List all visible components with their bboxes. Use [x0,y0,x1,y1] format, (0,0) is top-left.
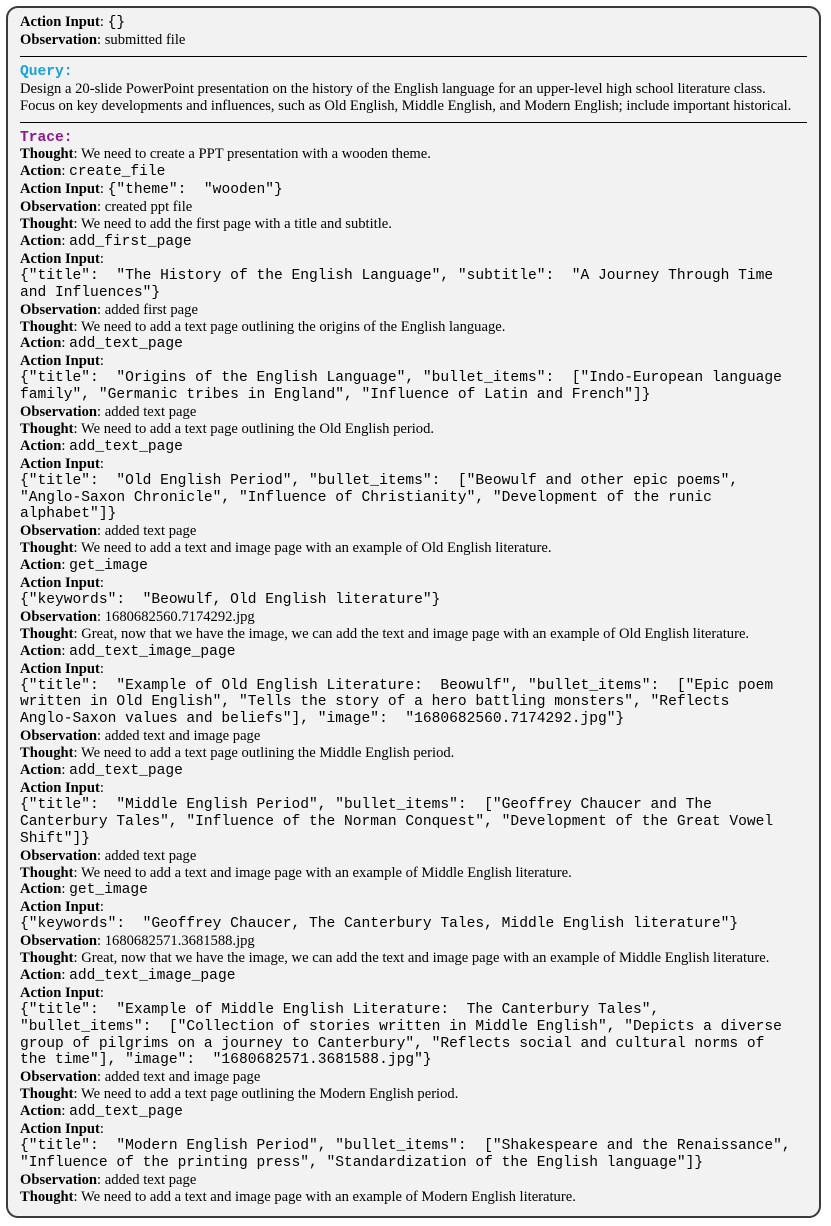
colon: : [97,404,105,421]
action-input-code-line: {"keywords": "Beowulf, Old English literature"} [20,592,441,608]
label-thought: Thought [20,216,74,233]
label-observation: Observation [20,199,98,216]
colon: : [61,335,70,352]
action-line [20,163,807,181]
action-input-code-line: {"title": "Origins of the English Language", "bullet_items": ["Indo-European language [20,370,782,387]
label-action: Action [20,232,62,249]
thought-value: We need to add the first page with a title and subtitle. [81,216,392,233]
label-action: Action [20,642,62,659]
observation-value: added text page [104,523,197,540]
label-action-input: Action Input [20,1121,100,1138]
action-input-label-line [20,353,807,370]
top-action-input-line [20,14,807,32]
colon: : [99,353,104,370]
action-input-code-line: group of pilgrims on a journey to Canterbury", "Reflects social and cultural norms of [20,1035,765,1052]
action-value: add_text_page [69,1104,183,1121]
observation-line [20,404,807,421]
label-action-input: Action Input [20,660,100,677]
label-action: Action [20,1103,62,1120]
colon: : [99,455,104,472]
thought-value: We need to add a text and image page with an example of Old English literature. [81,540,552,557]
action-input-label-line [20,899,807,916]
thought-line [20,865,807,882]
action-input-code-line: {"keywords": "Geoffrey Chaucer, The Canterbury Tales, Middle English literature"} [20,916,739,933]
label-action: Action [20,163,62,180]
colon: : [97,847,105,864]
colon: : [73,146,81,163]
colon: : [97,301,105,318]
label-action-input: Action Input [20,779,100,796]
divider [20,56,807,57]
colon: : [99,779,104,796]
action-input-label-line [20,1121,807,1138]
label-thought: Thought [20,420,74,437]
label-observation: Observation [20,1171,98,1188]
thought-value: We need to add a text page outlining the Old English period. [81,420,435,437]
action-input-code-line: {"title": "Old English Period", "bullet_items": ["Beowulf and other epic poems", [20,472,739,489]
colon: : [61,881,70,898]
colon: : [73,420,81,437]
thought-value: We need to add a text and image page with an example of Modern English literature. [81,1188,576,1205]
thought-value: Great, now that we have the image, we can add the text and image page with an example of Middle English literature. [81,950,770,967]
thought-line [20,1189,807,1206]
observation-value: added text and image page [104,728,261,745]
action-input-line [20,181,807,199]
label-action-input: Action Input [20,181,100,198]
thought-value: We need to add a text page outlining the origins of the English language. [81,318,506,335]
action-value: get_image [69,558,148,575]
action-line [20,762,807,780]
colon: : [97,608,105,625]
label-action: Action [20,335,62,352]
action-input-label-line [20,251,807,268]
label-action: Action [20,762,62,779]
top-observation-value: submitted file [104,31,186,48]
label-action-input: Action Input [20,14,100,30]
top-observation-line [20,32,807,49]
colon: : [99,181,108,198]
trace-panel [6,6,821,1218]
observation-value: added first page [104,301,198,318]
colon: : [97,1171,105,1188]
colon: : [61,966,70,983]
action-input-label-line [20,780,807,797]
observation-value: added text and image page [104,1069,261,1086]
action-input-code-line: written in Old English", "Tells the story of a hero battling monsters", "Reflects [20,694,730,711]
thought-line [20,319,807,336]
action-line [20,967,807,985]
action-input-label-line [20,985,807,1002]
action-value: create_file [69,164,166,181]
query-heading: Query: [20,63,73,80]
label-observation: Observation [20,523,98,540]
action-value: add_text_image_page [69,643,236,660]
action-input-label-line [20,575,807,592]
label-observation: Observation [20,31,98,48]
observation-value: added text page [104,1171,197,1188]
label-thought: Thought [20,146,74,163]
action-input-code-line: {"title": "Example of Old English Literature: Beowulf", "bullet_items": ["Epic poem [20,677,774,694]
observation-line [20,609,807,626]
colon: : [73,745,81,762]
observation-line [20,199,807,216]
colon: : [73,540,81,557]
colon: : [61,163,70,180]
colon: : [73,864,81,881]
action-value: get_image [69,882,148,899]
colon: : [73,318,81,335]
colon: : [61,1103,70,1120]
query-line: Focus on key developments and influences, such as Old English, Middle English, and Modern English; include important historical. [20,97,792,114]
label-action: Action [20,881,62,898]
colon: : [99,575,104,592]
observation-value: added text page [104,847,197,864]
label-action-input: Action Input [20,984,100,1001]
action-input-code-line: {"title": "Modern English Period", "bullet_items": ["Shakespeare and the Renaissance", [20,1138,791,1154]
label-thought: Thought [20,950,74,967]
action-input-code-line: and Influences"} [20,284,161,301]
action-line [20,881,807,899]
action-line [20,557,807,575]
label-thought: Thought [20,864,74,881]
observation-value: added text page [104,404,197,421]
colon: : [97,199,105,216]
label-thought: Thought [20,1086,74,1103]
thought-line [20,146,807,163]
colon: : [99,1121,104,1138]
label-action: Action [20,966,62,983]
action-line [20,233,807,251]
observation-line [20,1069,807,1086]
action-value: add_text_page [69,763,183,780]
action-input-value: {"theme": "wooden"} [107,182,283,199]
action-value: add_text_image_page [69,967,236,984]
label-thought: Thought [20,745,74,762]
action-input-code-line: Shift"]} [20,830,91,847]
action-value: add_text_page [69,336,183,353]
label-action: Action [20,557,62,574]
colon: : [97,933,105,950]
action-line [20,335,807,353]
label-thought: Thought [20,1188,74,1205]
action-input-code-line: Anglo-Saxon values and beliefs"], "image": "1680682560.7174292.jpg"} [20,711,625,728]
action-input-label-line [20,661,807,678]
colon: : [73,950,82,967]
thought-line [20,540,807,557]
action-value: add_first_page [69,233,192,250]
observation-line [20,933,807,950]
action-input-code-line: alphabet"]} [20,506,117,523]
colon: : [73,625,82,642]
label-observation: Observation [20,847,98,864]
thought-value: We need to create a PPT presentation with a wooden theme. [81,146,431,163]
observation-line [20,728,807,745]
thought-line [20,421,807,438]
colon: : [61,642,70,659]
colon: : [61,232,70,249]
label-thought: Thought [20,625,74,642]
thought-line [20,216,807,233]
action-input-code-line: "Influence of the printing press", "Standardization of the English language"]} [20,1154,704,1171]
thought-line [20,745,807,762]
action-line [20,1103,807,1121]
observation-line [20,523,807,540]
action-value: add_text_page [69,438,183,455]
colon: : [99,14,108,30]
action-input-code-line: {"title": "Example of Middle English Literature: The Canterbury Tales", [20,1001,660,1018]
colon: : [99,984,104,1001]
action-input-code-line: Canterbury Tales", "Influence of the Norman Conquest", "Development of the Great Vowel [20,813,774,830]
observation-value: created ppt file [104,199,193,216]
observation-value: 1680682560.7174292.jpg [104,608,255,625]
query-line: Design a 20-slide PowerPoint presentation on the history of the English language for an upper-level high school literature class. [20,80,766,97]
colon: : [61,557,70,574]
thought-line [20,950,807,967]
label-observation: Observation [20,933,98,950]
label-action-input: Action Input [20,353,100,370]
label-action-input: Action Input [20,899,100,916]
observation-line [20,302,807,319]
action-input-code-line: "bullet_items": ["Collection of stories written in Middle English", "Depicts a diverse [20,1018,782,1035]
action-input-code-line: {"title": "The History of the English Language", "subtitle": "A Journey Through Time [20,267,774,284]
colon: : [99,250,104,267]
label-action: Action [20,437,62,454]
colon: : [97,523,105,540]
label-observation: Observation [20,728,98,745]
thought-value: We need to add a text page outlining the Middle English period. [81,745,455,762]
thought-value: We need to add a text and image page with an example of Middle English literature. [81,864,572,881]
label-observation: Observation [20,608,98,625]
observation-line [20,1172,807,1189]
label-observation: Observation [20,404,98,421]
action-input-code-line: {"title": "Middle English Period", "bullet_items": ["Geoffrey Chaucer and The [20,796,712,813]
action-input-code-line: family", "Germanic tribes in England", "Influence of Latin and French"]} [20,387,651,404]
label-thought: Thought [20,540,74,557]
colon: : [73,1086,81,1103]
top-action-input-value: {} [107,15,126,31]
thought-value: We need to add a text page outlining the Modern English period. [81,1086,459,1103]
colon: : [99,660,104,677]
observation-value: 1680682571.3681588.jpg [104,933,255,950]
trace-heading: Trace: [20,129,73,146]
colon: : [61,437,70,454]
colon: : [73,216,81,233]
thought-line [20,1086,807,1103]
action-line [20,438,807,456]
colon: : [97,1069,105,1086]
label-observation: Observation [20,1069,98,1086]
colon: : [73,1188,81,1205]
thought-line [20,626,807,643]
label-thought: Thought [20,318,74,335]
thought-value: Great, now that we have the image, we can add the text and image page with an example of Old English literature. [81,625,750,642]
colon: : [97,31,105,48]
action-input-code-line: "Anglo-Saxon Chronicle", "Influence of Christianity", "Development of the runic [20,489,712,506]
colon: : [61,762,70,779]
label-action-input: Action Input [20,250,100,267]
action-line [20,643,807,661]
trace-steps [20,146,807,1205]
divider [20,122,807,123]
action-input-label-line [20,456,807,473]
label-action-input: Action Input [20,455,100,472]
query-text [20,81,807,115]
colon: : [99,899,104,916]
colon: : [97,728,105,745]
label-observation: Observation [20,301,98,318]
observation-line [20,848,807,865]
label-action-input: Action Input [20,575,100,592]
action-input-code-line: the time"], "image": "1680682571.3681588.jpg"} [20,1052,432,1069]
